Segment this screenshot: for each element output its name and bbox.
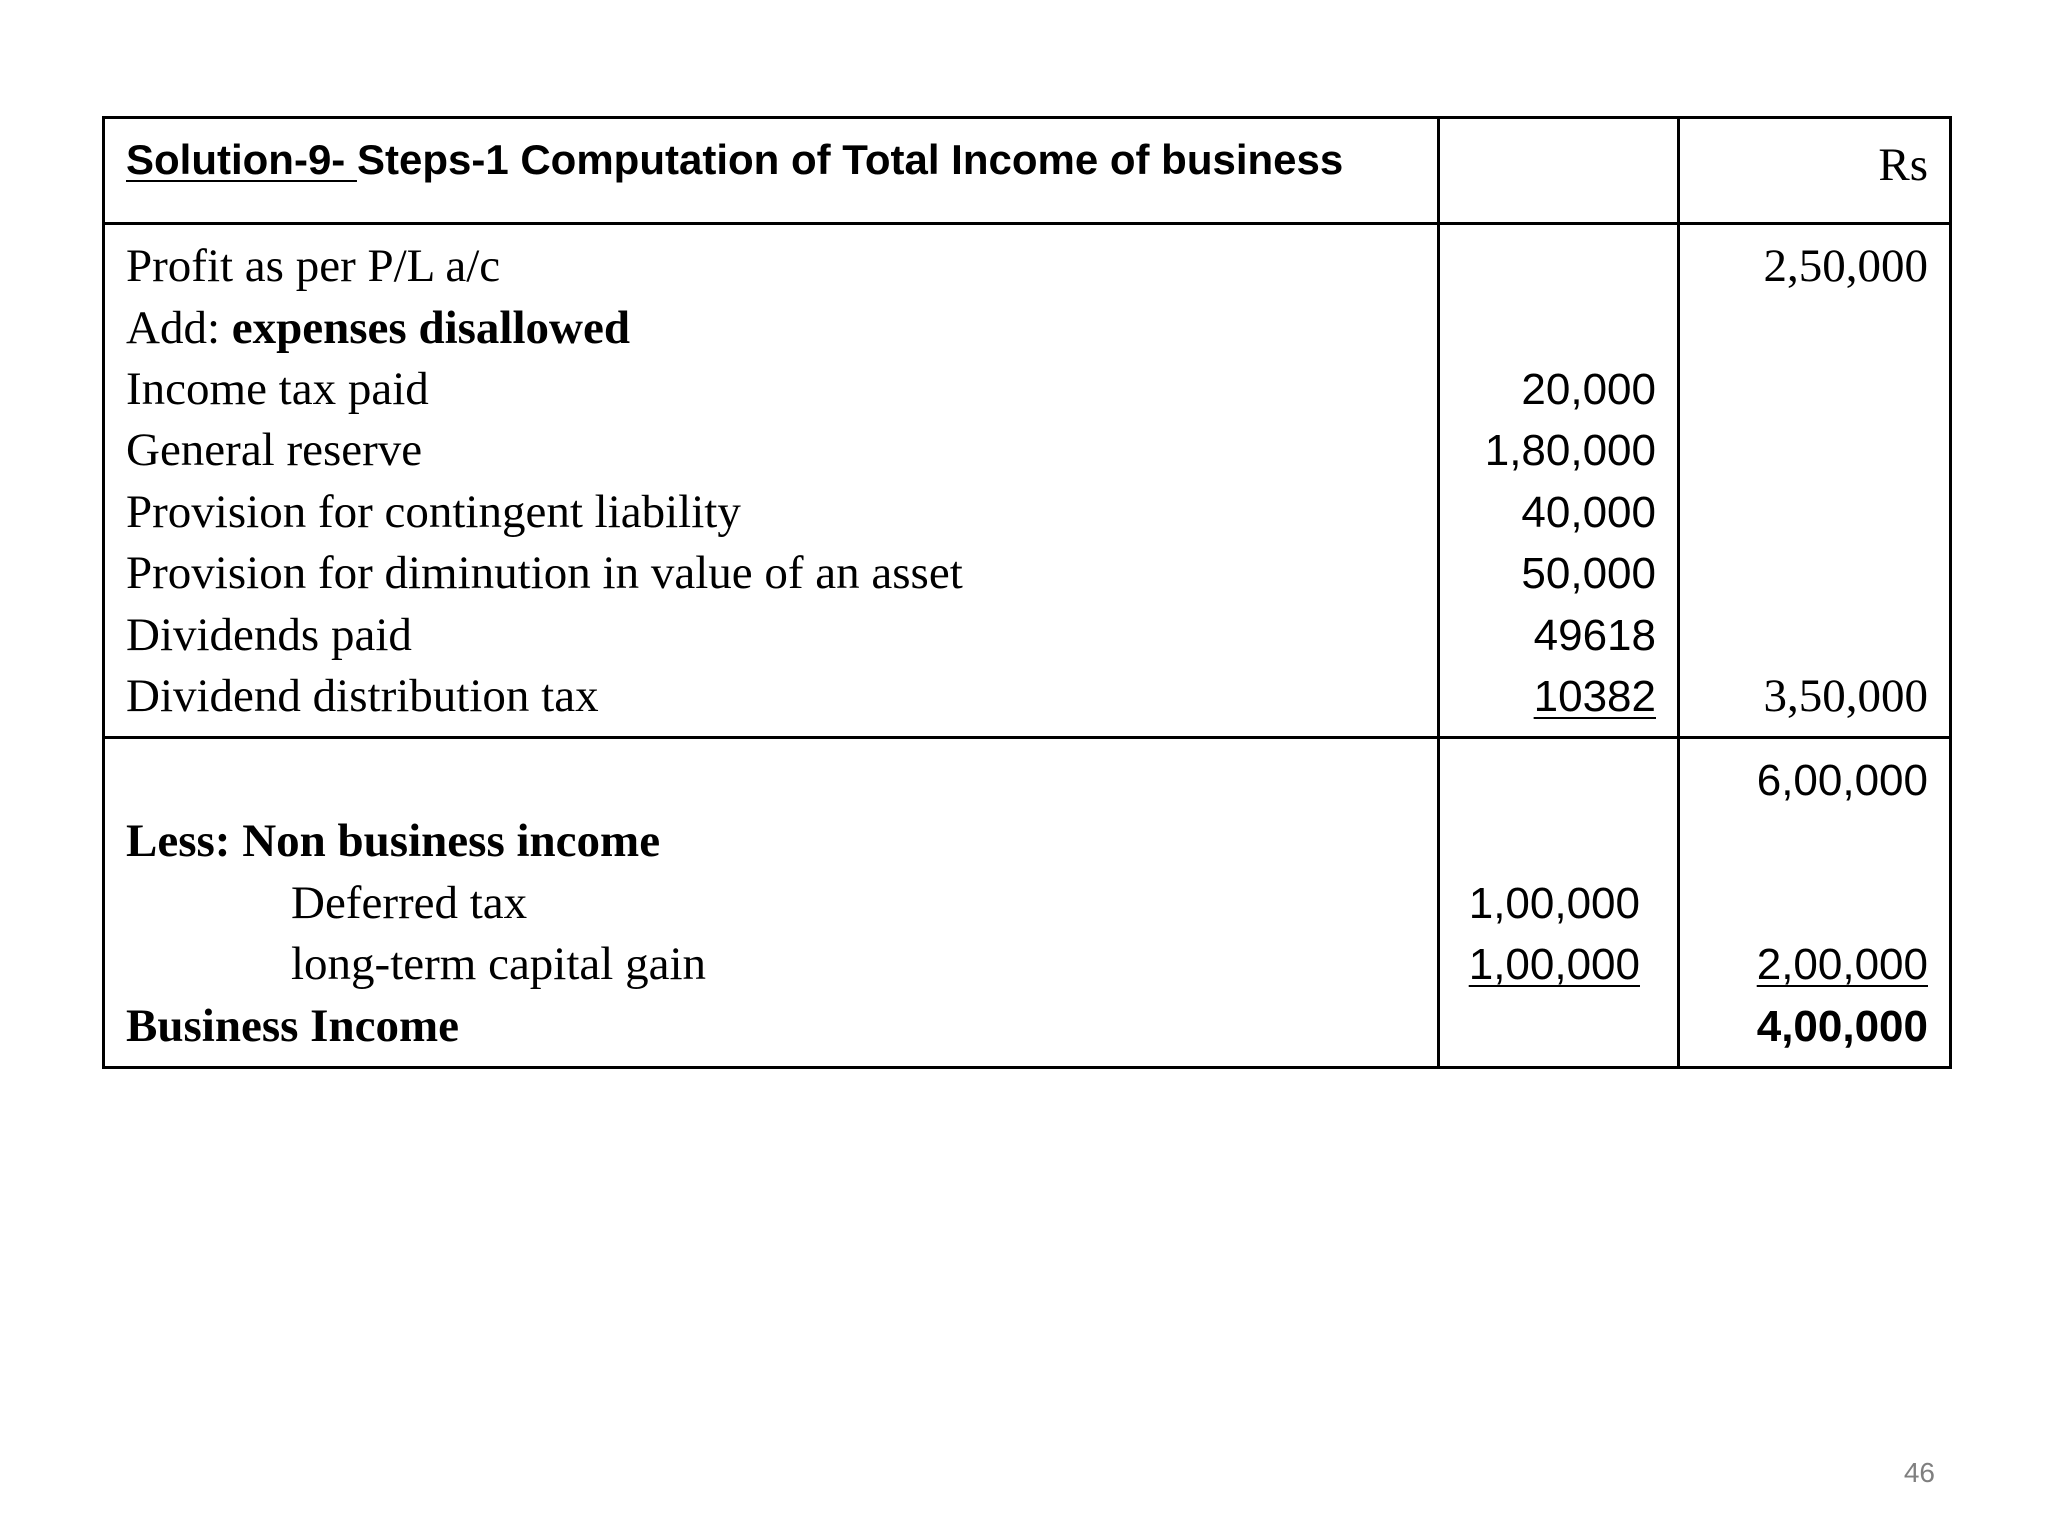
item-value: 49618	[1533, 611, 1656, 660]
item-label: Income tax paid	[126, 363, 429, 415]
column-divider-1	[1437, 119, 1440, 1066]
heading-prefix: Solution-9-	[126, 136, 357, 183]
add-heading	[126, 302, 630, 354]
item-label: Dividend distribution tax	[126, 670, 599, 722]
currency-label: Rs	[1878, 139, 1928, 191]
less-heading: Less: Non business income	[126, 815, 661, 867]
item-value: 20,000	[1521, 365, 1656, 414]
less-item-label: Deferred tax	[291, 877, 528, 929]
row-divider-section	[105, 736, 1949, 739]
less-item-value: 1,00,000	[1468, 940, 1640, 989]
add-total-value: 3,50,000	[1763, 670, 1928, 722]
less-total-value: 2,00,000	[1756, 940, 1928, 989]
heading-title: Steps-1 Computation of Total Income of business	[356, 136, 1344, 183]
subtotal-value: 6,00,000	[1756, 756, 1928, 805]
less-item-value: 1,00,000	[1468, 879, 1640, 928]
add-bold-label: expenses disallowed	[231, 302, 630, 354]
item-value: 1,80,000	[1484, 426, 1656, 475]
income-computation-table	[102, 116, 1952, 1069]
add-prefix: Add:	[126, 302, 232, 354]
item-label: Provision for contingent liability	[126, 486, 741, 538]
less-item-label: long-term capital gain	[291, 938, 707, 990]
item-label: Dividends paid	[126, 609, 412, 661]
business-income-label: Business Income	[126, 1000, 459, 1052]
page-number: 46	[1903, 1457, 1935, 1488]
table-heading	[126, 136, 1344, 183]
column-divider-2	[1677, 119, 1680, 1066]
item-label: General reserve	[126, 424, 423, 476]
item-value: 10382	[1533, 672, 1656, 721]
business-income-value: 4,00,000	[1756, 1002, 1928, 1051]
row-divider-header	[105, 222, 1949, 225]
item-value: 40,000	[1521, 488, 1656, 537]
item-label: Provision for diminution in value of an asset	[126, 547, 963, 599]
profit-label: Profit as per P/L a/c	[126, 240, 501, 292]
profit-value: 2,50,000	[1763, 240, 1928, 292]
item-value: 50,000	[1521, 549, 1656, 598]
